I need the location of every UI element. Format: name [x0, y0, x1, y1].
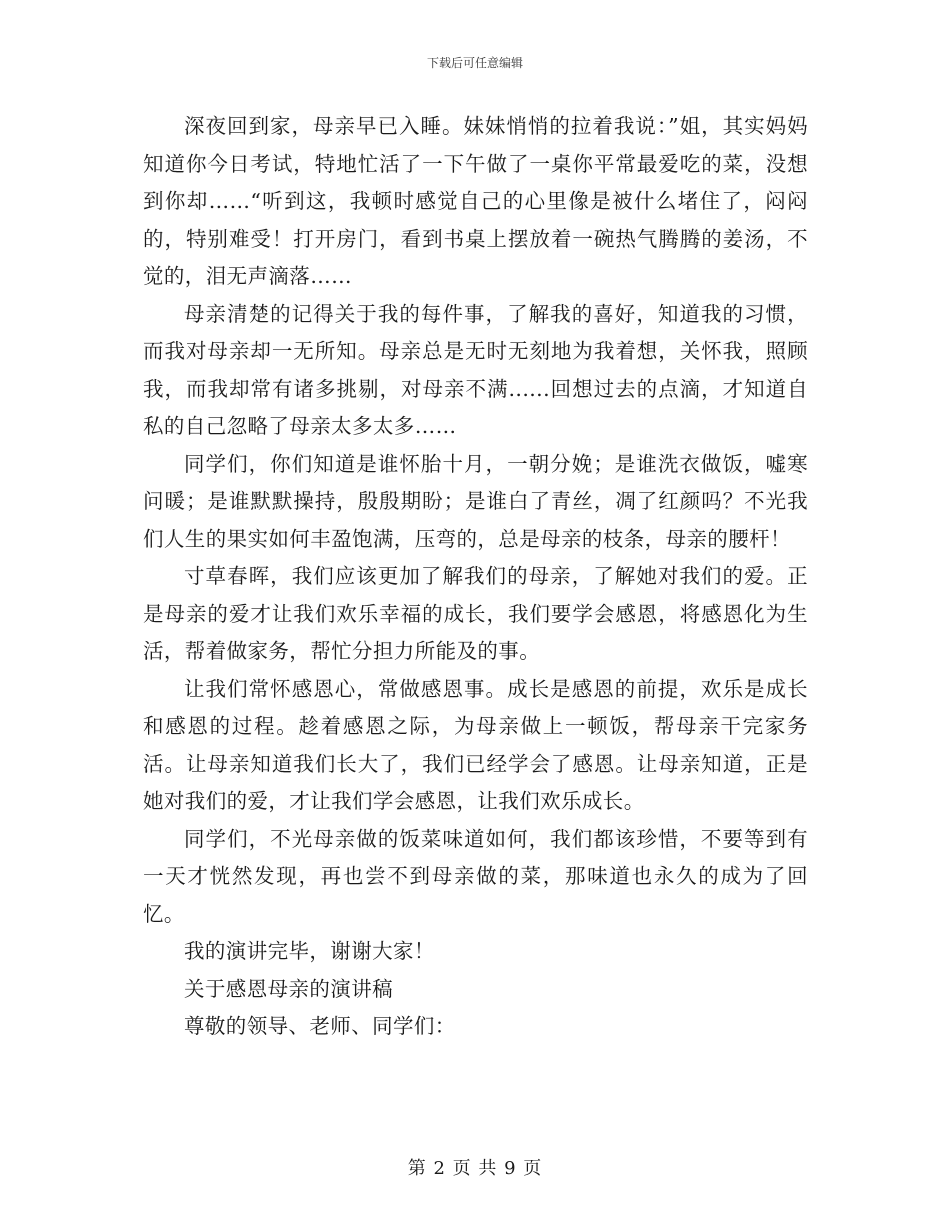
paragraph-5: 让我们常怀感恩心，常做感恩事。成长是感恩的前提，欢乐是成长和感恩的过程。趁着感恩之际，为母亲做上一顿饭，帮母亲干完家务活。让母亲知道我们长大了，我们已经学会了感恩。让母亲知道，正是她对我们的爱，才让我们学会感恩，让我们欢乐成长。 — [143, 676, 808, 813]
next-speech-title: 关于感恩母亲的演讲稿 — [184, 976, 393, 1001]
paragraph-1: 深夜回到家，母亲早已入睡。妹妹悄悄的拉着我说：”姐，其实妈妈知道你今日考试，特地忙活了一下午做了一桌你平常最爱吃的菜，没想到你却……“听到这，我顿时感觉自己的心里像是被什么堵住了，闷闷的，特别难受！打开房门，看到书桌上摆放着一碗热气腾腾的姜汤，不觉的，泪无声滴落…… — [143, 114, 808, 288]
paragraph-6: 同学们，不光母亲做的饭菜味道如何，我们都该珍惜，不要等到有一天才恍然发现，再也尝不到母亲做的菜，那味道也永久的成为了回忆。 — [143, 826, 808, 926]
paragraph-3: 同学们，你们知道是谁怀胎十月，一朝分娩；是谁洗衣做饭，嘘寒问暖；是谁默默操持，殷殷期盼；是谁白了青丝，凋了红颜吗？不光我们人生的果实如何丰盈饱满，压弯的，总是母亲的枝条，母亲的腰杆！ — [143, 451, 808, 551]
page-number-footer: 第 2 页 共 9 页 — [407, 1158, 543, 1179]
document-body — [143, 108, 808, 1046]
paragraph-4: 寸草春晖，我们应该更加了解我们的母亲，了解她对我们的爱。正是母亲的爱才让我们欢乐幸福的成长，我们要学会感恩，将感恩化为生活，帮着做家务，帮忙分担力所能及的事。 — [143, 564, 808, 663]
page-header-note: 下载后可任意编辑 — [426, 56, 523, 70]
salutation: 尊敬的领导、老师、同学们： — [184, 1014, 456, 1038]
paragraph-2: 母亲清楚的记得关于我的每件事，了解我的喜好，知道我的习惯，而我对母亲却一无所知。母亲总是无时无刻地为我着想，关怀我，照顾我，而我却常有诸多挑剔，对母亲不满......回想过去的点滴，才知道自私的自己忽略了母亲太多太多…… — [143, 301, 808, 438]
closing-line: 我的演讲完毕，谢谢大家！ — [184, 939, 435, 963]
